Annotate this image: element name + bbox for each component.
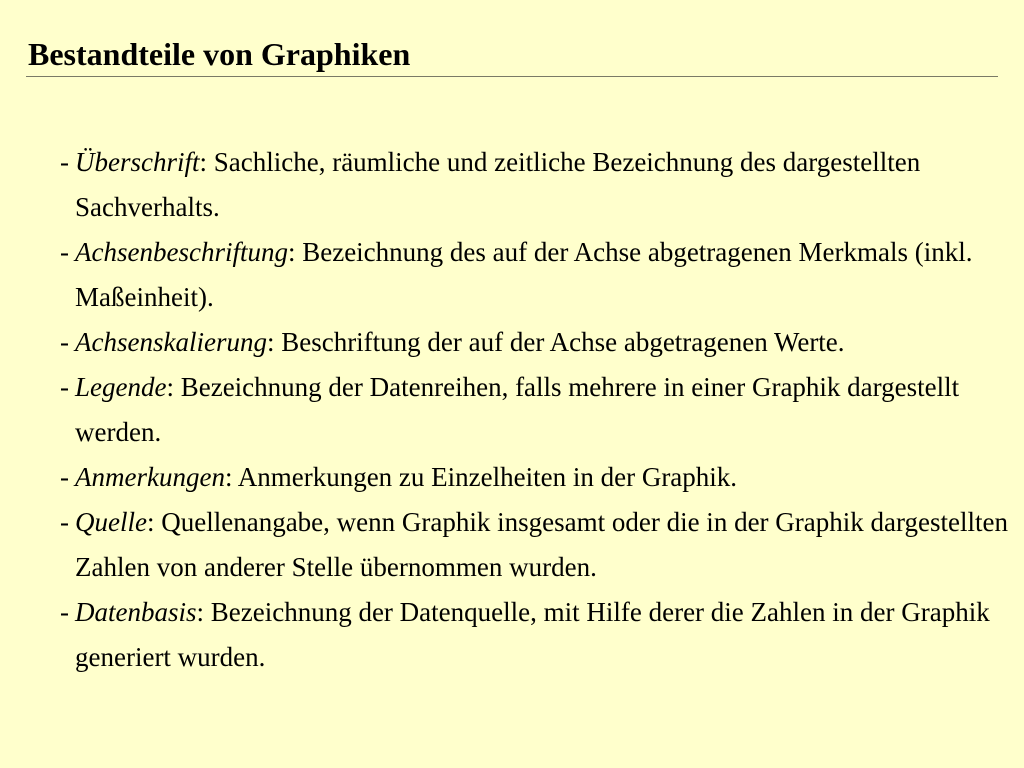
- item-term: Legende: [75, 372, 167, 402]
- bullet-dash: -: [60, 507, 69, 537]
- item-description: : Bezeichnung des auf der Achse abgetragenen Merkmals (inkl. Maßeinheit).: [75, 237, 973, 312]
- item-description: : Bezeichnung der Datenquelle, mit Hilfe derer die Zahlen in der Graphik generiert wurden.: [75, 597, 990, 672]
- item-term: Datenbasis: [75, 597, 197, 627]
- list-item-ueberschrift: [60, 140, 1010, 230]
- list-item-achsenbeschriftung: [60, 230, 1010, 320]
- item-description: : Beschriftung der auf der Achse abgetragenen Werte.: [266, 327, 845, 357]
- bullet-dash: -: [60, 237, 69, 267]
- bullet-dash: -: [60, 462, 69, 492]
- item-term: Achsenbeschriftung: [75, 237, 288, 267]
- title-divider: [26, 76, 998, 77]
- item-description: : Bezeichnung der Datenreihen, falls mehrere in einer Graphik dargestellt werden.: [75, 372, 960, 447]
- item-description: : Quellenangabe, wenn Graphik insgesamt oder die in der Graphik dargestellten Zahlen von anderer Stelle übernommen wurden.: [75, 507, 1008, 582]
- item-term: Achsenskalierung: [75, 327, 267, 357]
- item-term: Überschrift: [75, 147, 200, 177]
- list-item-achsenskalierung: [60, 320, 1010, 365]
- item-term: Quelle: [75, 507, 147, 537]
- list-item-legende: [60, 365, 1010, 455]
- bullet-dash: -: [60, 147, 69, 177]
- list-item-anmerkungen: [60, 455, 1010, 500]
- definition-list: [60, 140, 1010, 680]
- bullet-dash: -: [60, 597, 69, 627]
- list-item-datenbasis: [60, 590, 1010, 680]
- item-term: Anmerkungen: [75, 462, 225, 492]
- list-item-quelle: [60, 500, 1010, 590]
- bullet-dash: -: [60, 372, 69, 402]
- item-description: : Anmerkungen zu Einzelheiten in der Graphik.: [224, 462, 738, 492]
- bullet-dash: -: [60, 327, 69, 357]
- item-description: : Sachliche, räumliche und zeitliche Bezeichnung des dargestellten Sachverhalts.: [75, 147, 921, 222]
- slide-title: Bestandteile von Graphiken: [28, 36, 411, 72]
